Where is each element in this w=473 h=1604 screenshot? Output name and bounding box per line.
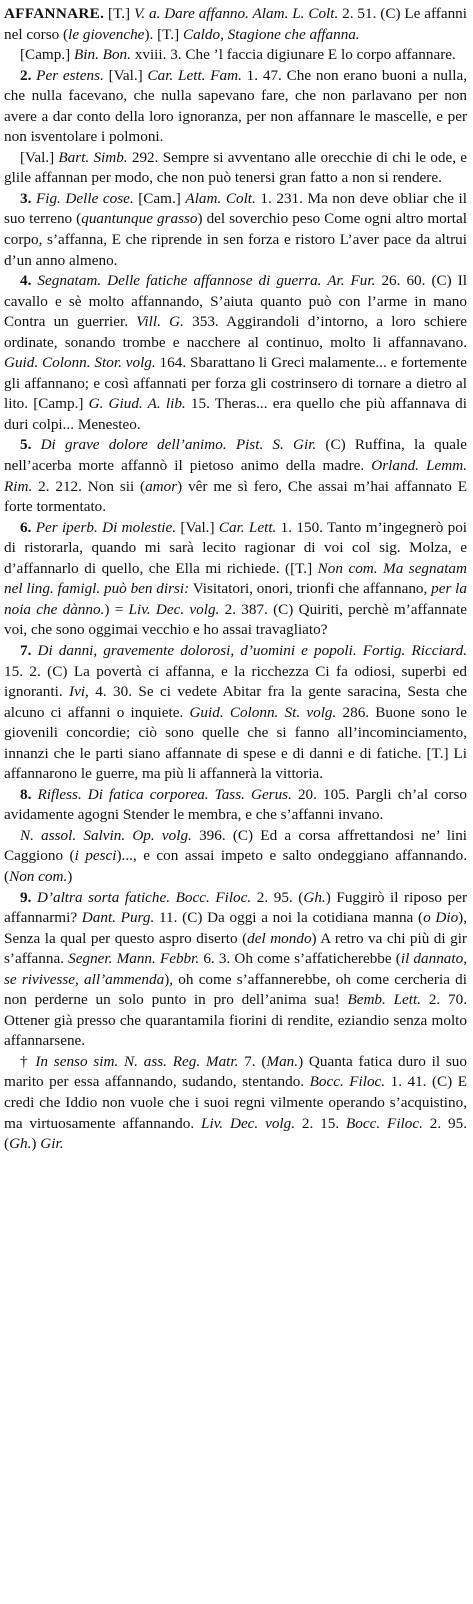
entry-paragraph [4, 271, 467, 435]
sense-number: 2. [20, 66, 32, 84]
italic-text: quantunque grasso [81, 210, 198, 228]
italic-text: Per estens. [36, 66, 104, 84]
text-run: ), Senza la qual per questo aspro diserto ( [4, 909, 468, 947]
text-run: Visitatori, onori, trionfi che affannano, [189, 580, 432, 598]
sense-number: 4. [20, 272, 32, 290]
text-run: † [20, 1052, 36, 1070]
text-run: 286. Buone sono le giovenili concordie; ciò sono quelle che si fanno all’incominciamento, innanzi che le parti siano affannate di spese e di danni e di fatiche. [T.] Li affannarono le guerre, ma più li affannerà la vittoria. [4, 703, 467, 783]
text-run: [Camp.] [20, 46, 74, 64]
text-run: [Cam.] [133, 189, 186, 207]
italic-text: Di grave dolore dell’animo. Pist. S. Gir. [40, 436, 317, 454]
italic-text: Fig. Delle cose. [35, 189, 134, 207]
italic-text: per la noia che dànno. [4, 580, 467, 618]
text-run: 1. 150. Tanto m’ingegnerò poi di ristorarla, quando mi sarà lecito ragionar di voi col sig. Molza, e d’affannarlo di quello, che Ella mi richiede. ([T.] [4, 518, 468, 577]
italic-text: Car. Lett. [218, 518, 277, 536]
entry-paragraph [4, 641, 467, 785]
text-run: 164. Sbarattano li Greci malamente... e fortemente gli affannano; e così affannati per forza gli costrinsero di tornare a dietro al lito. [Camp.] [4, 354, 467, 413]
entry-paragraph [4, 1052, 467, 1155]
italic-text: G. Giud. A. lib. [88, 395, 186, 413]
text-run: ) del soverchio peso Come ogni altro mortal corpo, s’affanna, E che riprende in sen forza e ristoro L’aver pace da altrui d’un anno almeno. [4, 210, 467, 269]
italic-text: Bemb. Lett. [347, 991, 422, 1009]
italic-text: Per iperb. Di molestie. [35, 518, 177, 536]
text-run: 1. 41. (C) E credi che Iddio non vuole che i suoi regni vilmente operando s’acquistino, ma virtuosamente affannando. [4, 1073, 467, 1132]
italic-text: il dannato, se rivivesse, all’ammenda [4, 950, 467, 988]
text-run: ) Fuggirò il riposo per affannarmi? [4, 888, 467, 927]
text-run: 2. 70. Ottener già presso che quarantamila fiorini di rendite, eziandio senza molto affannarsene. [4, 991, 467, 1050]
text-run [31, 436, 40, 453]
dictionary-entry [4, 4, 467, 1155]
entry-paragraph [4, 148, 467, 189]
text-run: ), oh come s’affannerebbe, oh come cercheria di non perderne un solo punto in pro dell’anima sua! [4, 970, 467, 1009]
sense-number: 7. [20, 641, 32, 659]
text-run: 15. 2. (C) La povertà ci affanna, e la ricchezza Ci fa odiosi, superbi ed ignoranti. [4, 662, 467, 701]
text-run: ) = [104, 600, 129, 618]
italic-text: Non com. Ma segnatam nel ling. famigl. può ben dirsi: [4, 559, 467, 598]
entry-headword: AFFANNARE. [4, 5, 105, 22]
italic-text: amor [145, 477, 178, 495]
sense-number: 6. [20, 518, 32, 536]
italic-text: Segner. Mann. Febbr. [68, 950, 200, 968]
text-run: [Val.] [20, 148, 59, 166]
text-run: 2. 95. ( [251, 888, 304, 906]
text-run: 4. 30. Se ci vedete Abitar fra la gente saracina, Sesta che alcuno ci affanni o inquiete. [4, 683, 467, 721]
text-run: [T.] [104, 5, 134, 22]
italic-text: Guid. Colonn. St. volg. [189, 703, 337, 721]
italic-text: Rifless. Di fatica corporea. Tass. Gerus. [37, 785, 292, 803]
italic-text: Gh. [303, 888, 326, 906]
italic-text: Guid. Colonn. Stor. volg. [4, 354, 156, 372]
text-run: 11. (C) Da oggi a noi la cotidiana manna ( [154, 909, 424, 927]
italic-text: Liv. Dec. volg. [201, 1114, 296, 1132]
text-run: 2. 51. (C) Le affanni nel corso ( [4, 5, 467, 43]
text-run: 2. 387. (C) Quiriti, perchè m’affannate voi, che sono oggimai vecchio e ho assai travagliato? [4, 600, 467, 639]
italic-text: Bart. Simb. [58, 148, 128, 166]
entry-paragraph [4, 4, 467, 45]
text-run: 396. (C) Ed a corsa affrettandosi ne’ lini Caggiono ( [4, 826, 468, 865]
text-run: 353. Aggirandoli d’intorno, a loro schiere ordinate, sonando trombe e nacchere al continuo, molto li affannavano. [4, 313, 467, 351]
entry-paragraph [4, 66, 467, 148]
text-run: ) Quanta fatica duro il suo marito per essa affannando, sudando, stentando. [4, 1052, 467, 1091]
italic-text: i pesci [74, 847, 117, 865]
text-run: ) [31, 1135, 41, 1153]
entry-paragraph [4, 785, 467, 826]
text-run: (C) Ruffina, la quale nell’acerba morte affannò il pietoso animo della madre. [4, 436, 468, 475]
entry-paragraph [4, 435, 467, 517]
text-run: 2. 95. ( [4, 1114, 468, 1153]
italic-text: D’altra sorta fatiche. Bocc. Filoc. [36, 888, 252, 906]
text-run: )..., e con assai impeto e salto ondeggiano affannando. ( [4, 847, 467, 885]
italic-text: Caldo, Stagione che affanna. [182, 25, 360, 43]
text-run: [Val.] [176, 518, 219, 536]
text-run: 1. 231. Ma non deve obliar che il suo terreno ( [4, 189, 467, 228]
italic-text: Gir. [40, 1135, 64, 1153]
italic-text: o Dio [423, 909, 459, 927]
sense-number: 3. [20, 189, 32, 207]
italic-text: Non com. [9, 867, 68, 885]
italic-text: Liv. Dec. volg. [128, 600, 220, 618]
italic-text: Bin. Bon. [74, 46, 131, 64]
text-run: xviii. 3. Che ’l faccia digiunare E lo corpo affannare. [130, 46, 456, 64]
text-run: ) [67, 867, 73, 885]
text-run: ). [T.] [144, 25, 183, 43]
text-run: 20. 105. Pargli ch’al corso avidamente agogni Stender le membra, e che s’affanni invano. [4, 785, 467, 824]
text-run: 2. 15. [295, 1114, 347, 1132]
italic-text: Alam. Colt. [185, 189, 256, 207]
entry-paragraph [4, 45, 467, 66]
entry-paragraph [4, 518, 467, 641]
italic-text: Gh. [9, 1135, 32, 1153]
entry-paragraph [4, 826, 467, 888]
text-run: 15. Theras... era quello che più affannava di duri colpi... Menesteo. [4, 395, 467, 433]
italic-text: V. a. Dare affanno. Alam. L. Colt. [133, 5, 339, 22]
italic-text: Vill. G. [136, 313, 184, 331]
text-run: 7. ( [238, 1052, 267, 1070]
text-run: [Val.] [103, 66, 148, 84]
italic-text: N. assol. Salvin. Op. volg. [20, 826, 192, 844]
text-run: 1. 47. Che non erano buoni a nulla, che nulla facevano, che nulla sapevano fare, che non parlavano per non avere a dar conto della loro ignoranza, per non affannare le mascelle, e per non isventolare i polmoni. [4, 66, 467, 146]
italic-text: Di danni, gravemente dolorosi, d’uomini e popoli. Fortig. Ricciard. [37, 641, 467, 659]
sense-number: 5. [20, 436, 32, 454]
italic-text: Orland. Lemm. Rim. [4, 457, 467, 495]
italic-text: Car. Lett. Fam. [147, 66, 242, 84]
text-run: 292. Sempre si avventano alle orecchie di chi le ode, e glile affannan per modo, che non può tenersi gran fatto a non si rendere. [4, 148, 467, 187]
sense-number: 8. [20, 785, 32, 803]
text-run: ) A retro va chi più di gir s’affanna. [4, 929, 467, 968]
sense-number: 9. [20, 888, 32, 906]
italic-text: Dant. Purg. [81, 909, 155, 927]
text-run: 2. 212. Non sii ( [32, 477, 146, 495]
italic-text: Segnatam. Delle fatiche affannose di guerra. Ar. Fur. [37, 272, 376, 290]
italic-text: Ivi, [69, 683, 89, 701]
italic-text: Man. [266, 1052, 299, 1070]
italic-text: Bocc. Filoc. [346, 1114, 423, 1132]
italic-text: le giovenche [68, 25, 145, 43]
text-run: 6. 3. Oh come s’affaticherebbe ( [199, 950, 401, 968]
text-run: ) vêr me sì fero, Che assai m’hai affannato E forte tormentato. [4, 477, 467, 516]
italic-text: In senso sim. N. ass. Reg. Matr. [35, 1052, 239, 1070]
text-run: 26. 60. (C) Il cavallo e sè molto affannando, S’aiuta quanto può con l’arme in mano Contra un guerrier. [4, 272, 468, 331]
entry-paragraph [4, 189, 467, 271]
italic-text: del mondo [247, 929, 312, 947]
italic-text: Bocc. Filoc. [309, 1073, 386, 1091]
entry-paragraph [4, 888, 467, 1052]
